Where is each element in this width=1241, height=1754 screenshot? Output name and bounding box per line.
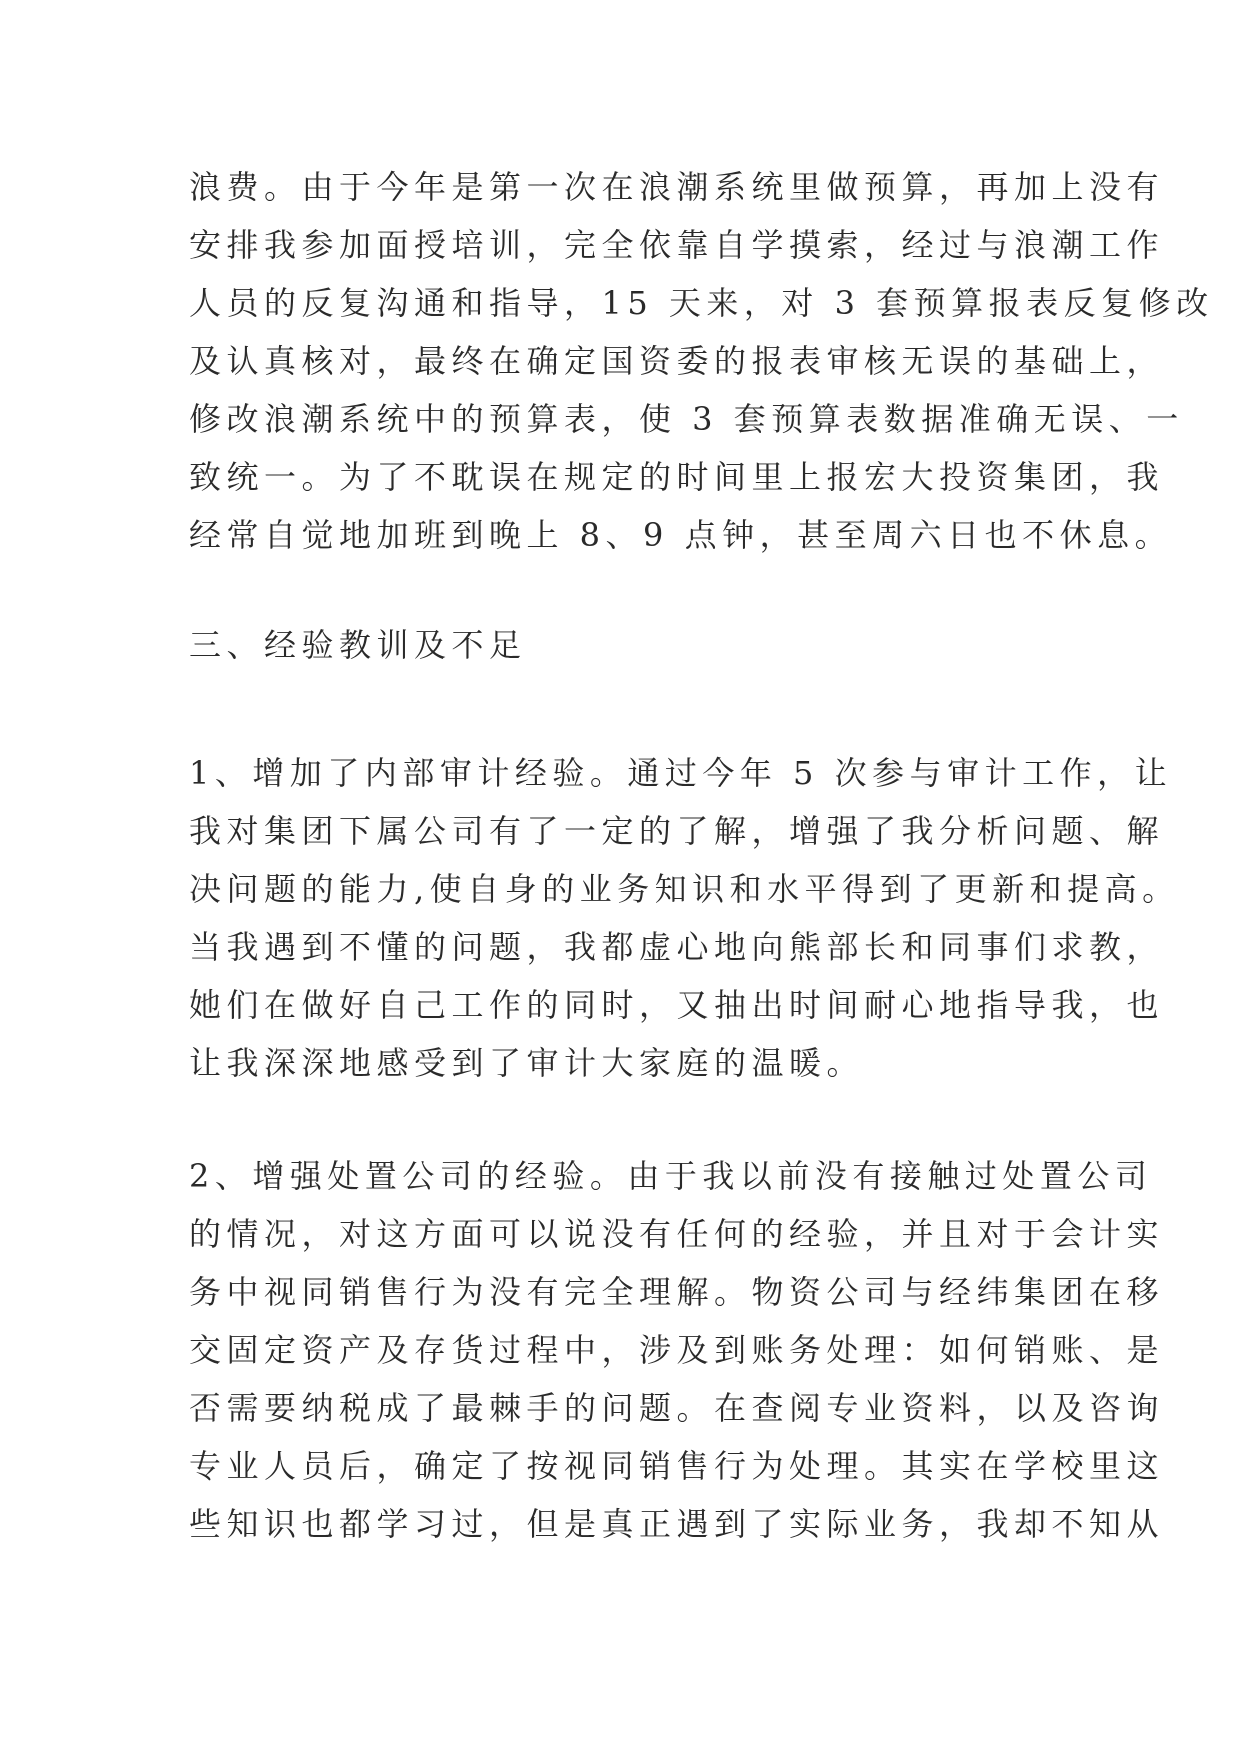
text-line: 些知识也都学习过，但是真正遇到了实际业务，我却不知从 [189,1505,1165,1543]
text-line: 当我遇到不懂的问题，我都虚心地向熊部长和同事们求教， [189,928,1165,966]
paragraph-budget-work [189,158,1214,564]
text-line: 让我深深地感受到了审计大家庭的温暖。 [189,1044,865,1082]
text-line: 务中视同销售行为没有完全理解。物资公司与经纬集团在移 [189,1273,1165,1311]
section-heading [189,616,1069,674]
text-line: 她们在做好自己工作的同时，又抽出时间耐心地指导我，也 [189,986,1165,1024]
section-heading-text: 三、经验教训及不足 [189,626,527,664]
text-line: 修改浪潮系统中的预算表，使 3 套预算表数据准确无误、一 [189,400,1184,438]
text-line: 2、增强处置公司的经验。由于我以前没有接触过处置公司 [189,1157,1153,1195]
text-line: 否需要纳税成了最棘手的问题。在查阅专业资料，以及咨询 [189,1389,1165,1427]
text-line: 经常自觉地加班到晚上 8、9 点钟，甚至周六日也不休息。 [189,516,1173,554]
text-line: 人员的反复沟通和指导，15 天来，对 3 套预算报表反复修改 [189,284,1214,322]
text-line: 交固定资产及存货过程中，涉及到账务处理：如何销账、是 [189,1331,1165,1369]
text-line: 专业人员后，确定了按视同销售行为处理。其实在学校里这 [189,1447,1165,1485]
text-line: 决问题的能力,使自身的业务知识和水平得到了更新和提高。 [189,870,1180,908]
text-line: 及认真核对，最终在确定国资委的报表审核无误的基础上， [189,342,1165,380]
text-line: 的情况，对这方面可以说没有任何的经验，并且对于会计实 [189,1215,1165,1253]
paragraph-audit-experience [189,744,1180,1092]
text-line: 安排我参加面授培训，完全依靠自学摸索，经过与浪潮工作 [189,226,1165,264]
text-line: 我对集团下属公司有了一定的了解，增强了我分析问题、解 [189,812,1165,850]
text-line: 1、增加了内部审计经验。通过今年 5 次参与审计工作，让 [189,754,1173,792]
text-line: 致统一。为了不耽误在规定的时间里上报宏大投资集团，我 [189,458,1165,496]
text-line: 浪费。由于今年是第一次在浪潮系统里做预算，再加上没有 [189,168,1165,206]
paragraph-disposal-experience [189,1147,1165,1553]
